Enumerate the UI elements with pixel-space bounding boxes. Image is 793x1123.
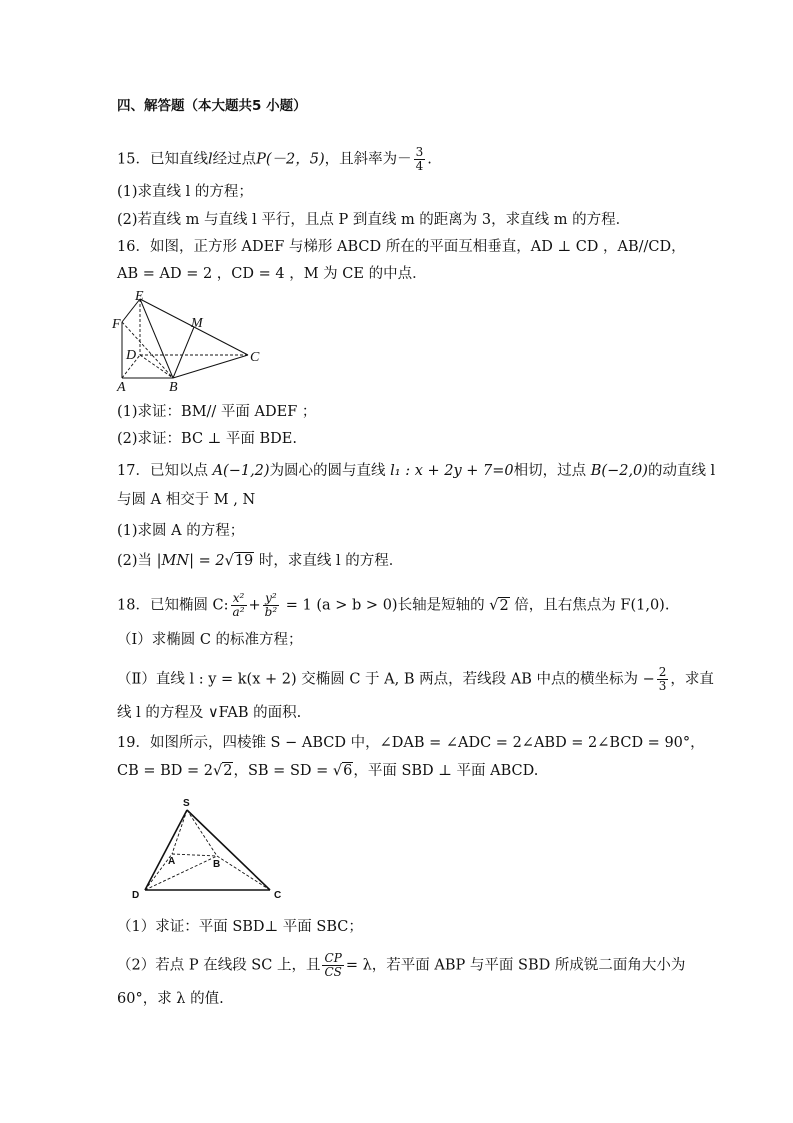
label-B: B (169, 380, 178, 394)
q16-part1: (1)求证：BM// 平面 ADEF ； (117, 404, 317, 420)
q18-part2-cont: 线 l 的方程及 ∨FAB 的面积. (117, 705, 302, 721)
q19-part2: （2）若点 P 在线段 SC 上，且 $\frac{CP}{CS}$ = λ，若平面 ABP 与平面 SBD 所成锐二面角大小为 (117, 951, 686, 979)
q16-stem-line2: AB = AD = 2 ，CD = 4 ，M 为 CE 的中点． (117, 266, 427, 282)
q17-part2: (2)当 |MN| = 2√19 时，求直线 l 的方程． (117, 553, 404, 569)
q16-stem-line1: 16．如图，正方形 ADEF 与梯形 ABCD 所在的平面互相垂直，AD ⊥ CD ，AB//CD， (117, 239, 686, 255)
label-A: A (168, 856, 176, 867)
edge-BC (217, 856, 270, 890)
q18-stem: 18．已知椭圆 C: $\frac{\text{x²}}{\text{a²}}$ + $\frac{\text{y²}}{\text{b²}}$ = 1 (a > b > 0)长轴是短轴的 √2 倍，且右焦点为 F(1,0). (117, 591, 670, 619)
q17-stem-line1: 17．已知以点 A(−1,2)为圆心的圆与直线 l₁ : x + 2y + 7=0相切，过点 B(−2,0)的动直线 l (117, 463, 716, 479)
q15-part1: (1)求直线 l 的方程； (117, 184, 253, 200)
label-A: A (117, 380, 126, 394)
q19-pyramid-figure (122, 793, 297, 903)
label-D: D (126, 348, 137, 363)
edge-SC (187, 810, 270, 890)
q15-part2: (2)若直线 m 与直线 l 平行，且点 P 到直线 m 的距离为 3，求直线 m 的方程． (117, 212, 631, 228)
q18-x-fraction: $\frac{\text{x²}}{\text{a²}}$ (232, 591, 245, 619)
q16-geometry-figure (110, 288, 270, 394)
q17-part1: (1)求圆 A 的方程； (117, 523, 245, 539)
q19-ratio-fraction: $\frac{CP}{CS}$ (324, 951, 342, 979)
label-E: E (135, 289, 144, 304)
edge-EB (140, 299, 173, 378)
label-D: D (132, 890, 140, 901)
edge-SD (145, 810, 187, 890)
edge-DB (145, 856, 217, 890)
q15-slope-fraction: $\frac{3}{4}$ (415, 145, 424, 173)
edge-AB (172, 854, 217, 856)
q19-stem-line2: CB = BD = 2√2，SB = SD = √6，平面 SBD ⊥ 平面 ABCD. (117, 763, 539, 779)
edge-BC (173, 355, 248, 378)
edge-BM (173, 327, 194, 378)
q15-stem: 15．已知直线l经过点P(－2，5)，且斜率为－ $\frac{3}{4}$ . (117, 145, 432, 173)
label-F: F (112, 317, 121, 332)
q19-part1: （1）求证：平面 SBD⊥ 平面 SBC； (117, 919, 363, 935)
q19-stem-line1: 19．如图所示，四棱锥 S − ABCD 中，∠DAB = ∠ADC = 2∠ABD = 2∠BCD = 90°， (117, 735, 705, 751)
q18-midpoint-fraction: $\frac{2}{3}$ (658, 665, 667, 693)
edge-SB (187, 810, 217, 856)
label-M: M (191, 316, 203, 331)
label-C: C (250, 350, 260, 365)
edge-SA (172, 810, 187, 854)
q18-part1: （Ⅰ）求椭圆 C 的标准方程； (117, 632, 303, 648)
q16-part2: (2)求证：BC ⊥ 平面 BDE. (117, 431, 297, 447)
q19-part2-cont: 60°，求 λ 的值. (117, 991, 224, 1007)
section-title: 四、解答题（本大题共5 小题） (117, 98, 307, 114)
q17-stem-line2: 与圆 A 相交于 M , N (117, 492, 256, 508)
label-S: S (183, 798, 190, 809)
label-C: C (274, 890, 282, 901)
label-B: B (213, 859, 221, 870)
q18-y-fraction: $\frac{\text{y²}}{\text{b²}}$ (264, 591, 278, 619)
q18-part2: （Ⅱ）直线 l : y = k(x + 2) 交椭圆 C 于 A, B 两点，若线段 AB 中点的横坐标为 − $\frac{2}{3}$ ，求直 (117, 665, 714, 693)
